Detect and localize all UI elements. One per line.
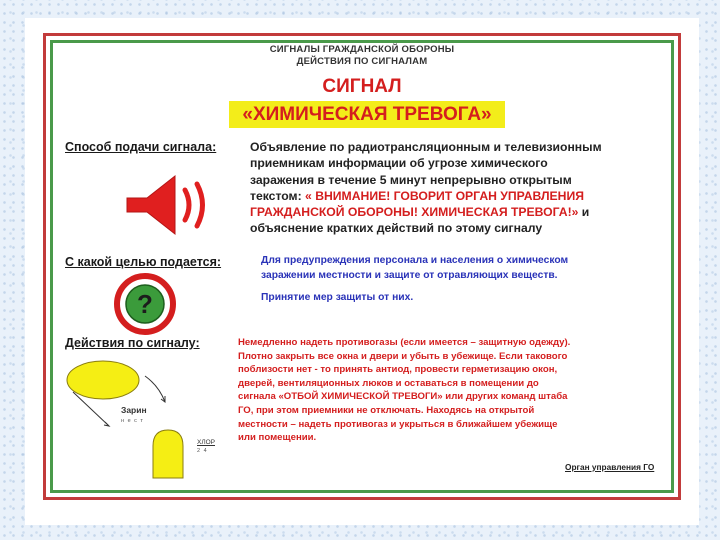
section1-text <box>250 139 602 237</box>
slide <box>25 18 699 525</box>
loudspeaker-icon <box>125 170 215 240</box>
section2-heading: С какой целью подается: <box>65 255 222 269</box>
sound-wave-icon <box>185 190 189 220</box>
section3-line: местности – надеть противогаз и укрыться в ближайшем убежище <box>238 418 558 430</box>
section1-line: текстом: <box>250 188 302 203</box>
section3-line: ГО, при этом приемники не отключать. Находясь на открытой <box>238 404 535 416</box>
section2-text <box>261 254 568 283</box>
section3-line: дверей, вентиляционных люков и оставаться в помещении до <box>238 377 539 389</box>
section1-line: приемникам информации об угрозе химического <box>250 156 548 171</box>
section3-text <box>238 336 570 445</box>
section1-line: объяснение кратких действий по этому сигналу <box>250 221 543 236</box>
header-line1: СИГНАЛЫ ГРАЖДАНСКОЙ ОБОРОНЫ <box>269 44 455 55</box>
gas-cloud-icon <box>67 361 139 399</box>
svg-text:?: ? <box>137 289 153 319</box>
container-icon <box>153 430 183 478</box>
section1-quote-1: « ВНИМАНИЕ! ГОВОРИТ ОРГАН УПРАВЛЕНИЯ <box>305 188 585 203</box>
section3-line: сигнала «ОТБОЙ ХИМИЧЕСКОЙ ТРЕВОГИ» или других команд штаба <box>238 391 568 403</box>
section3-line: Плотно закрыть все окна и двери и убыть в убежище. Если такового <box>238 350 568 362</box>
header-line2: ДЕЙСТВИЯ ПО СИГНАЛАМ <box>296 56 428 67</box>
section3-heading: Действия по сигналу: <box>65 336 200 350</box>
section2-line3: Принятие мер защиты от них. <box>261 292 414 303</box>
section1-quote-2: ГРАЖДАНСКОЙ ОБОРОНЫ! ХИМИЧЕСКАЯ ТРЕВОГА!» <box>250 205 579 220</box>
section2-line: Для предупреждения персонала и населения о химическом <box>261 255 569 266</box>
section3-line: поблизости нет - то принять антиод, провести герметизацию окон, <box>238 364 558 376</box>
sarin-note: н е с т <box>121 418 144 424</box>
chlorine-note: 2 4 <box>197 448 208 454</box>
signal-label: СИГНАЛ <box>322 76 402 97</box>
section1-line-with-quote <box>250 188 602 204</box>
section1-line-with-quote <box>250 204 602 220</box>
signal-name: «ХИМИЧЕСКАЯ ТРЕВОГА» <box>229 101 505 128</box>
section1-heading: Способ подачи сигнала: <box>65 140 217 154</box>
question-sign-icon <box>112 271 178 337</box>
sarin-label: Зарин <box>121 405 147 415</box>
sound-wave-icon <box>197 184 203 226</box>
section1-and: и <box>578 205 590 220</box>
section2-line: заражении местности и защите от отравляющих веществ. <box>261 269 558 281</box>
footer-text: Орган управления ГО <box>565 462 655 472</box>
section1-line: заражения в течение 5 минут непрерывно открытым <box>250 172 572 187</box>
section3-line: или помещении. <box>238 432 317 444</box>
chlorine-label: ХЛОР <box>197 439 215 446</box>
section3-line: Немедленно надеть противогазы (если имеется – защитную одежду). <box>238 337 571 348</box>
section1-line: Объявление по радиотрансляционным и телевизионным <box>250 140 602 154</box>
